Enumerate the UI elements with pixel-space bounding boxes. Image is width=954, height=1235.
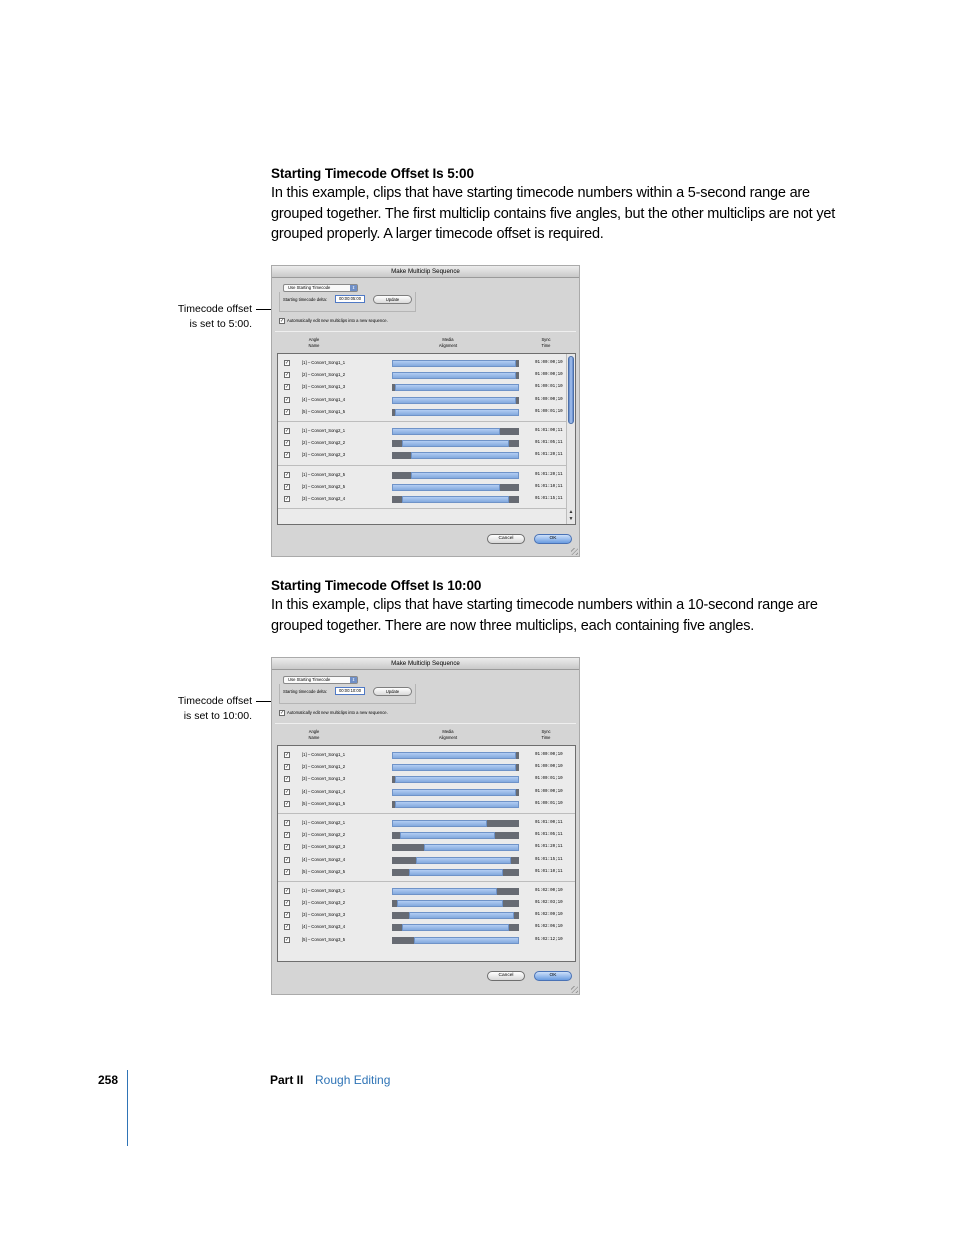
scroll-thumb[interactable] — [568, 356, 574, 424]
media-alignment-bar — [392, 384, 519, 391]
media-alignment-fill — [424, 844, 519, 851]
clip-name: [2] – Concert_Song1_2 — [302, 372, 346, 378]
header-line: Media — [442, 729, 454, 734]
section-offset-5 — [271, 164, 841, 245]
checkbox[interactable]: ✓ — [285, 384, 290, 391]
column-header-sync[interactable] — [526, 337, 566, 349]
checkbox[interactable]: ✓ — [285, 868, 290, 875]
checkbox[interactable]: ✓ — [285, 495, 290, 502]
sync-time: 01:00:00;10 — [535, 753, 563, 757]
sync-time: 01:00:01;10 — [535, 385, 563, 390]
media-alignment-fill — [402, 496, 509, 503]
checkbox[interactable]: ✓ — [285, 483, 290, 490]
checkbox[interactable]: ✓ — [285, 427, 290, 434]
clip-name: [3] – Concert_Song2_4 — [302, 495, 346, 501]
callout-offset-10 — [152, 694, 252, 724]
sync-time: 01:01:15;11 — [535, 857, 563, 862]
clip-name: [1] – Concert_Song2_1 — [302, 427, 346, 433]
media-alignment-bar — [392, 752, 519, 759]
scroll-up-icon[interactable]: ▲ — [568, 509, 574, 515]
media-alignment-bar — [392, 820, 519, 827]
sync-time: 01:01:20;11 — [535, 472, 563, 477]
clip-name: [1] – Concert_Song3_1 — [302, 887, 346, 893]
checkbox[interactable]: ✓ — [285, 844, 290, 851]
clip-row[interactable] — [278, 749, 575, 761]
media-alignment-bar — [392, 360, 519, 367]
clip-row[interactable] — [278, 841, 575, 853]
media-alignment-fill — [395, 409, 519, 416]
clip-name: [2] – Concert_Song2_2 — [302, 832, 346, 838]
media-alignment-bar — [392, 832, 519, 839]
clip-name: [2] – Concert_Song2_2 — [302, 440, 346, 446]
media-alignment-fill — [395, 801, 519, 808]
header-line: Alignment — [438, 343, 458, 348]
scroll-down-icon[interactable]: ▼ — [568, 516, 574, 522]
media-alignment-bar — [392, 472, 519, 479]
sync-time: 01:02:09;10 — [535, 913, 563, 918]
section-offset-10 — [271, 576, 841, 636]
clip-name: [1] – Concert_Song2_5 — [302, 471, 346, 477]
sync-time: 01:02:00;10 — [535, 888, 563, 893]
clip-row[interactable] — [278, 437, 575, 449]
timecode-mode-select[interactable] — [283, 676, 358, 684]
callout-line-1: Timecode offset — [177, 695, 252, 707]
header-line: Sync — [541, 729, 551, 734]
media-alignment-fill — [392, 789, 516, 796]
multiclip-group — [278, 882, 575, 949]
header-line: Sync — [541, 337, 551, 342]
media-alignment-bar — [392, 844, 519, 851]
checkbox[interactable]: ✓ — [285, 776, 290, 783]
callout-line-2: is set to 5:00. — [189, 318, 252, 330]
header-line: Name — [308, 735, 320, 740]
callout-offset-5 — [152, 302, 252, 332]
popup-arrows-icon: ⇕ — [351, 285, 356, 290]
clip-name: [5] – Concert_Song1_5 — [302, 408, 346, 414]
media-alignment-bar — [392, 409, 519, 416]
ok-button[interactable]: OK — [534, 534, 572, 544]
update-button[interactable]: Update — [373, 687, 412, 696]
sync-time: 01:01:00;11 — [535, 428, 563, 433]
media-alignment-bar — [392, 937, 519, 944]
clip-name: [2] – Concert_Song3_2 — [302, 900, 346, 906]
clip-row[interactable] — [278, 394, 575, 406]
clip-name: [5] – Concert_Song3_5 — [302, 936, 346, 942]
sync-time: 01:01:20;11 — [535, 845, 563, 850]
footer-part: Part II — [270, 1073, 304, 1087]
callout-line-1: Timecode offset — [177, 303, 252, 315]
header-line: Media — [442, 337, 454, 342]
media-alignment-fill — [414, 937, 519, 944]
clip-row[interactable] — [278, 934, 575, 946]
checkbox[interactable]: ✓ — [285, 900, 290, 907]
clip-name: [4] – Concert_Song2_4 — [302, 856, 346, 862]
header-line: Angle — [308, 729, 320, 734]
sync-time: 01:00:00;10 — [535, 373, 563, 378]
column-header-angle[interactable] — [294, 729, 334, 741]
checkbox[interactable]: ✓ — [285, 924, 290, 931]
media-alignment-fill — [392, 397, 516, 404]
clip-name: [1] – Concert_Song1_1 — [302, 752, 346, 757]
checkbox[interactable]: ✓ — [285, 788, 290, 795]
media-alignment-fill — [392, 820, 487, 827]
checkbox[interactable]: ✓ — [285, 408, 290, 415]
checkbox[interactable]: ✓ — [285, 800, 290, 807]
sync-time: 01:01:10;11 — [535, 869, 563, 874]
sync-time: 01:00:00;10 — [535, 765, 563, 770]
clip-name: [2] – Concert_Song1_2 — [302, 764, 346, 770]
clip-row[interactable] — [278, 773, 575, 785]
sync-time: 01:01:15;11 — [535, 496, 563, 501]
checkbox[interactable]: ✓ — [285, 912, 290, 919]
section-heading: Starting Timecode Offset Is 10:00 — [271, 578, 482, 593]
clip-row[interactable] — [278, 369, 575, 381]
media-alignment-bar — [392, 801, 519, 808]
clip-row[interactable] — [278, 357, 575, 369]
auto-edit-label: Automatically edit new multiclips into a new sequence. — [287, 318, 388, 324]
clip-list-scrollbar[interactable] — [566, 354, 575, 524]
media-alignment-bar — [392, 869, 519, 876]
media-alignment-bar — [392, 900, 519, 907]
dialog-title: Make Multiclip Sequence — [272, 658, 579, 670]
media-alignment-fill — [392, 484, 500, 491]
media-alignment-fill — [392, 360, 516, 367]
media-alignment-bar — [392, 372, 519, 379]
clip-name: [2] – Concert_Song2_5 — [302, 483, 346, 489]
clip-row[interactable] — [278, 481, 575, 493]
ok-button[interactable]: OK — [534, 971, 572, 981]
multiclip-group — [278, 422, 575, 466]
resize-grip-icon[interactable] — [571, 986, 578, 993]
media-alignment-fill — [416, 857, 511, 864]
sync-time: 01:01:00;11 — [535, 820, 563, 825]
sync-time: 01:01:05;11 — [535, 833, 563, 838]
sync-time: 01:01:05;11 — [535, 441, 563, 446]
cancel-button[interactable]: Cancel — [487, 971, 525, 981]
clip-name: [3] – Concert_Song2_3 — [302, 452, 346, 458]
footer-chapter: Rough Editing — [315, 1073, 391, 1087]
checkbox[interactable]: ✓ — [285, 819, 290, 826]
media-alignment-bar — [392, 452, 519, 459]
column-header-media[interactable] — [428, 729, 468, 741]
sync-time: 01:01:10;11 — [535, 484, 563, 489]
sync-time: 01:00:01;10 — [535, 409, 563, 414]
page-number: 258 — [98, 1073, 119, 1087]
timecode-delta-field[interactable]: 00:00:10:00 — [335, 687, 365, 695]
sync-time: 01:00:00;10 — [535, 361, 563, 365]
media-alignment-fill — [392, 372, 516, 379]
clip-row[interactable] — [278, 854, 575, 866]
clip-row[interactable] — [278, 866, 575, 878]
clip-row[interactable] — [278, 798, 575, 810]
header-line: Name — [308, 343, 320, 348]
multiclip-group — [278, 746, 575, 814]
media-alignment-bar — [392, 924, 519, 931]
clip-name: [3] – Concert_Song1_3 — [302, 384, 346, 390]
media-alignment-bar — [392, 496, 519, 503]
sync-time: 01:00:01;10 — [535, 801, 563, 806]
column-header-angle[interactable] — [294, 337, 334, 349]
checkbox[interactable]: ✓ — [280, 710, 285, 716]
divider — [275, 331, 576, 332]
media-alignment-bar — [392, 484, 519, 491]
auto-edit-option[interactable] — [279, 318, 388, 324]
media-alignment-bar — [392, 428, 519, 435]
media-alignment-fill — [392, 764, 516, 771]
media-alignment-fill — [392, 888, 497, 895]
sync-time: 01:02:06;10 — [535, 925, 563, 930]
media-alignment-fill — [411, 452, 519, 459]
column-header-sync[interactable] — [526, 729, 566, 741]
header-line: Angle — [308, 337, 320, 342]
resize-grip-icon[interactable] — [571, 548, 578, 555]
media-alignment-fill — [397, 900, 502, 907]
clip-row[interactable] — [278, 829, 575, 841]
checkbox[interactable]: ✓ — [285, 452, 290, 459]
clip-name: [3] – Concert_Song1_3 — [302, 776, 346, 782]
section-body: In this example, clips that have starting timecode numbers within a 5-second range are grouped together. The first multiclip contains five angles, but the other multiclips are not yet grouped properly. A larger timecode offset is required. — [271, 185, 836, 242]
checkbox[interactable]: ✓ — [285, 360, 290, 366]
media-alignment-fill — [395, 384, 519, 391]
media-alignment-bar — [392, 440, 519, 447]
sync-time: 01:02:03;10 — [535, 901, 563, 906]
media-alignment-fill — [409, 912, 514, 919]
header-line: Time — [541, 343, 551, 348]
delta-label: Starting timecode delta: — [283, 297, 327, 302]
media-alignment-bar — [392, 397, 519, 404]
checkbox[interactable]: ✓ — [285, 832, 290, 839]
popup-label: Use Starting Timecode — [288, 285, 331, 290]
media-alignment-bar — [392, 912, 519, 919]
checkbox[interactable]: ✓ — [285, 396, 290, 403]
clip-row[interactable] — [278, 885, 575, 897]
media-alignment-fill — [392, 752, 516, 759]
column-header-media[interactable] — [428, 337, 468, 349]
clip-row[interactable] — [278, 897, 575, 909]
media-alignment-bar — [392, 776, 519, 783]
clip-list — [277, 353, 576, 525]
clip-name: [4] – Concert_Song1_4 — [302, 788, 346, 794]
media-alignment-fill — [402, 924, 509, 931]
clip-row[interactable] — [278, 786, 575, 798]
clip-name: [3] – Concert_Song3_3 — [302, 912, 346, 918]
checkbox[interactable]: ✓ — [280, 318, 285, 324]
checkbox[interactable]: ✓ — [285, 856, 290, 863]
media-alignment-fill — [395, 776, 519, 783]
sync-time: 01:00:00;10 — [535, 397, 563, 402]
clip-row[interactable] — [278, 817, 575, 829]
auto-edit-option[interactable] — [279, 710, 388, 716]
checkbox[interactable]: ✓ — [285, 764, 290, 771]
checkbox[interactable]: ✓ — [285, 752, 290, 758]
media-alignment-bar — [392, 789, 519, 796]
clip-row[interactable] — [278, 425, 575, 437]
footer-rule — [127, 1070, 128, 1146]
dialog-title: Make Multiclip Sequence — [272, 266, 579, 278]
timecode-delta-field[interactable]: 00:00:05:00 — [335, 295, 365, 303]
callout-line-2: is set to 10:00. — [183, 710, 252, 722]
media-alignment-fill — [411, 472, 519, 479]
clip-row[interactable] — [278, 449, 575, 461]
media-alignment-fill — [409, 869, 503, 876]
header-line: Alignment — [438, 735, 458, 740]
media-alignment-fill — [400, 832, 495, 839]
multiclip-group — [278, 466, 575, 510]
clip-list — [277, 745, 576, 962]
cancel-button[interactable]: Cancel — [487, 534, 525, 544]
clip-name: [1] – Concert_Song1_1 — [302, 360, 346, 365]
media-alignment-bar — [392, 888, 519, 895]
clip-row[interactable] — [278, 761, 575, 773]
multiclip-group — [278, 814, 575, 882]
checkbox[interactable]: ✓ — [285, 936, 290, 943]
sync-time: 01:02:12;10 — [535, 937, 563, 942]
make-multiclip-dialog — [271, 657, 580, 995]
clip-row[interactable] — [278, 381, 575, 393]
checkbox[interactable]: ✓ — [285, 887, 290, 894]
timecode-mode-select[interactable] — [283, 284, 358, 292]
multiclip-group — [278, 354, 575, 422]
media-alignment-fill — [392, 428, 500, 435]
checkbox[interactable]: ✓ — [285, 471, 290, 478]
media-alignment-fill — [402, 440, 509, 447]
header-line: Time — [541, 735, 551, 740]
sync-time: 01:00:00;10 — [535, 789, 563, 794]
clip-row[interactable] — [278, 493, 575, 505]
clip-row[interactable] — [278, 469, 575, 481]
section-heading: Starting Timecode Offset Is 5:00 — [271, 166, 474, 181]
clip-name: [4] – Concert_Song3_4 — [302, 924, 346, 930]
popup-arrows-icon: ⇕ — [351, 677, 356, 682]
checkbox[interactable]: ✓ — [285, 440, 290, 447]
clip-row[interactable] — [278, 921, 575, 933]
media-alignment-bar — [392, 857, 519, 864]
clip-row[interactable] — [278, 909, 575, 921]
divider — [275, 723, 576, 724]
delta-label: Starting timecode delta: — [283, 689, 327, 694]
popup-label: Use Starting Timecode — [288, 677, 331, 682]
clip-name: [5] – Concert_Song1_5 — [302, 800, 346, 806]
clip-name: [3] – Concert_Song2_3 — [302, 844, 346, 850]
checkbox[interactable]: ✓ — [285, 372, 290, 379]
auto-edit-label: Automatically edit new multiclips into a new sequence. — [287, 710, 388, 716]
clip-name: [5] – Concert_Song2_5 — [302, 868, 346, 874]
make-multiclip-dialog — [271, 265, 580, 557]
sync-time: 01:00:01;10 — [535, 777, 563, 782]
section-body: In this example, clips that have starting timecode numbers within a 10-second range are grouped together. There are now three multiclips, each containing five angles. — [271, 597, 818, 634]
clip-name: [1] – Concert_Song2_1 — [302, 819, 346, 825]
clip-row[interactable] — [278, 406, 575, 418]
clip-name: [4] – Concert_Song1_4 — [302, 396, 346, 402]
update-button[interactable]: Update — [373, 295, 412, 304]
sync-time: 01:01:20;11 — [535, 453, 563, 458]
media-alignment-bar — [392, 764, 519, 771]
